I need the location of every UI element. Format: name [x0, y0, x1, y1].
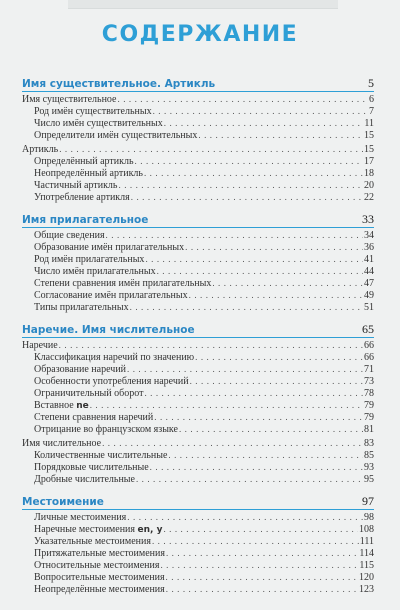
entry-page-number: 115 — [359, 560, 374, 571]
dot-leader — [157, 265, 363, 277]
toc-entry[interactable] — [22, 129, 374, 141]
entry-french-term: en, y — [137, 525, 163, 535]
entry-page-number: 20 — [364, 180, 374, 191]
entry-label-text: Общие сведения — [34, 230, 105, 241]
entry-page-number: 44 — [364, 266, 374, 277]
entry-page-number: 49 — [364, 290, 374, 301]
entry-label-text: Типы прилагательных — [34, 302, 129, 313]
entry-label-text: Вопросительные местоимения — [34, 572, 165, 583]
dot-leader — [168, 449, 363, 461]
dot-leader — [127, 363, 363, 375]
entry-label-text: Классификация наречий по значению — [34, 352, 195, 363]
section-page-number: 65 — [362, 322, 374, 336]
entry-page-number: 120 — [359, 572, 374, 583]
entry-label — [34, 572, 165, 584]
toc-entry[interactable] — [22, 399, 374, 411]
dot-leader — [166, 583, 358, 595]
entry-label — [22, 340, 58, 352]
entry-page-number: 15 — [364, 130, 374, 141]
section-page-number: 97 — [362, 494, 374, 508]
toc-entry[interactable] — [22, 351, 374, 363]
entry-label — [34, 512, 126, 524]
toc-entry[interactable] — [22, 423, 374, 435]
toc-entry[interactable] — [22, 437, 374, 449]
entry-label — [34, 302, 129, 314]
entry-page-number: 66 — [364, 340, 374, 351]
entry-label — [34, 278, 211, 290]
entry-label — [34, 266, 156, 278]
entry-page-number: 71 — [364, 364, 374, 375]
dot-leader — [127, 511, 363, 523]
toc-section — [22, 212, 374, 313]
entry-page-number: 66 — [364, 352, 374, 363]
entry-label — [34, 524, 162, 536]
entry-page-number: 51 — [364, 302, 374, 313]
toc-entry[interactable] — [22, 547, 374, 559]
table-of-contents — [22, 76, 374, 604]
entry-page-number: 73 — [364, 376, 374, 387]
section-page-number: 5 — [368, 76, 374, 90]
entry-page-number: 17 — [364, 156, 374, 167]
toc-entry[interactable] — [22, 411, 374, 423]
entry-label-text: Число имён существительных — [34, 118, 163, 129]
toc-entry[interactable] — [22, 229, 374, 241]
entry-label-text: Наречные местоимения — [34, 524, 136, 535]
dot-leader — [59, 143, 363, 155]
section-heading[interactable] — [22, 322, 374, 338]
entry-label — [34, 156, 134, 168]
entry-label — [34, 130, 197, 142]
entry-label — [34, 192, 130, 204]
entry-label-text: Указательные местоимения — [34, 536, 151, 547]
entry-page-number: 7 — [369, 106, 374, 117]
entry-label — [34, 230, 105, 242]
entry-page-number: 78 — [364, 388, 374, 399]
entry-label — [34, 400, 89, 412]
entry-label — [34, 450, 167, 462]
entry-page-number: 114 — [359, 548, 374, 559]
dot-leader — [195, 351, 363, 363]
dot-leader — [145, 253, 363, 265]
section-heading[interactable] — [22, 494, 374, 510]
entry-label-text: Ограничительный оборот — [34, 388, 144, 399]
entry-label-text: Образование наречий — [34, 364, 127, 375]
entry-label — [34, 106, 152, 118]
entry-label-text: Род имён прилагательных — [34, 254, 145, 265]
entry-label-text: Особенности употребления наречий — [34, 376, 189, 387]
dot-leader — [119, 179, 364, 191]
entry-label-text: Степени сравнения имён прилагательных — [34, 278, 212, 289]
entry-label-text: Образование имён прилагательных — [34, 242, 185, 253]
toc-entry[interactable] — [22, 473, 374, 485]
entry-label-text: Количественные числительные — [34, 450, 168, 461]
entry-label-text: Имя числительное — [22, 438, 102, 449]
toc-section — [22, 322, 374, 485]
entry-label — [34, 180, 118, 192]
entry-label-text: Неопределённый артикль — [34, 168, 143, 179]
entry-label-text: Имя существительное — [22, 94, 117, 105]
entry-label-text: Число имён прилагательных — [34, 266, 156, 277]
dot-leader — [153, 105, 368, 117]
toc-entry[interactable] — [22, 265, 374, 277]
dot-leader — [166, 571, 358, 583]
dot-leader — [130, 301, 363, 313]
dot-leader — [90, 399, 363, 411]
entry-label-text: Относительные местоимения — [34, 560, 160, 571]
entry-label-text: Неопределённые местоимения — [34, 584, 165, 595]
entry-label — [34, 584, 165, 596]
dot-leader — [59, 339, 363, 351]
entry-page-number: 93 — [364, 462, 374, 473]
dot-leader — [160, 559, 358, 571]
entry-label — [22, 144, 58, 156]
toc-entry[interactable] — [22, 375, 374, 387]
section-heading[interactable] — [22, 212, 374, 228]
entry-label — [34, 548, 165, 560]
entry-page-number: 22 — [364, 192, 374, 203]
entry-french-term: ne — [76, 401, 89, 411]
toc-entry[interactable] — [22, 105, 374, 117]
dot-leader — [185, 241, 363, 253]
dot-leader — [150, 461, 363, 473]
toc-entry[interactable] — [22, 301, 374, 313]
dot-leader — [179, 423, 363, 435]
entry-page-number: 95 — [364, 474, 374, 485]
entry-page-number: 79 — [364, 412, 374, 423]
entry-label-text: Артикль — [22, 144, 59, 155]
entry-label — [34, 254, 144, 266]
entry-label-text: Притяжательные местоимения — [34, 548, 165, 559]
entry-page-number: 15 — [364, 144, 374, 155]
toc-entry[interactable] — [22, 363, 374, 375]
dot-leader — [189, 289, 363, 301]
dot-leader — [190, 375, 363, 387]
dot-leader — [154, 411, 363, 423]
toc-entry[interactable] — [22, 571, 374, 583]
entry-label — [34, 474, 135, 486]
toc-entry[interactable] — [22, 523, 374, 535]
entry-page-number: 123 — [359, 584, 374, 595]
toc-entry[interactable] — [22, 461, 374, 473]
entry-label-text: Согласование имён прилагательных — [34, 290, 188, 301]
toc-entry[interactable] — [22, 449, 374, 461]
entry-page-number: 79 — [364, 400, 374, 411]
entry-label-text: Наречие — [22, 340, 58, 351]
section-title: Местоимение — [22, 496, 104, 508]
toc-entry[interactable] — [22, 117, 374, 129]
entry-label-text: Определители имён существительных — [34, 130, 198, 141]
entry-page-number: 11 — [364, 118, 374, 129]
toc-entry[interactable] — [22, 535, 374, 547]
entry-label — [22, 94, 117, 106]
toc-entry[interactable] — [22, 253, 374, 265]
dot-leader — [164, 117, 364, 129]
dot-leader — [135, 155, 363, 167]
toc-entry[interactable] — [22, 93, 374, 105]
entry-label — [22, 438, 101, 450]
entry-label-text: Определённый артикль — [34, 156, 134, 167]
toc-entry[interactable] — [22, 143, 374, 155]
entry-page-number: 41 — [364, 254, 374, 265]
page-title: СОДЕРЖАНИЕ — [101, 22, 299, 47]
dot-leader — [144, 387, 363, 399]
dot-leader — [136, 473, 363, 485]
entry-label — [34, 118, 163, 130]
section-title: Имя прилагательное — [22, 214, 149, 226]
entry-label — [34, 462, 149, 474]
toc-section — [22, 494, 374, 595]
entry-page-number: 47 — [364, 278, 374, 289]
toc-entry[interactable] — [22, 511, 374, 523]
entry-label-text: Личные местоимения — [34, 512, 127, 523]
entry-page-number: 98 — [364, 512, 374, 523]
entry-page-number: 111 — [359, 536, 374, 547]
entry-label-text: Вставное — [34, 400, 74, 411]
entry-label-text: Употребление артикля — [34, 192, 130, 203]
toc-entry[interactable] — [22, 583, 374, 595]
entry-label-text: Степени сравнения наречий — [34, 412, 154, 423]
toc-entry[interactable] — [22, 277, 374, 289]
dot-leader — [152, 535, 359, 547]
toc-entry[interactable] — [22, 559, 374, 571]
entry-page-number: 85 — [364, 450, 374, 461]
dot-leader — [144, 167, 363, 179]
section-heading[interactable] — [22, 76, 374, 92]
toc-entry[interactable] — [22, 339, 374, 351]
section-page-number: 33 — [362, 212, 374, 226]
toc-entry[interactable] — [22, 155, 374, 167]
section-title: Наречие. Имя числительное — [22, 324, 195, 336]
dot-leader — [102, 437, 363, 449]
entry-label — [34, 424, 178, 436]
entry-page-number: 34 — [364, 230, 374, 241]
entry-page-number: 6 — [369, 94, 374, 105]
toc-entry[interactable] — [22, 167, 374, 179]
entry-page-number: 81 — [364, 424, 374, 435]
toc-entry[interactable] — [22, 191, 374, 203]
entry-label — [34, 364, 126, 376]
entry-page-number: 18 — [364, 168, 374, 179]
entry-label-text: Порядковые числительные — [34, 462, 149, 473]
entry-label — [34, 412, 153, 424]
toc-entry[interactable] — [22, 241, 374, 253]
entry-label — [34, 536, 151, 548]
entry-label-text: Частичный артикль — [34, 180, 118, 191]
entry-label-text: Отрицание во французском языке — [34, 424, 178, 435]
dot-leader — [163, 523, 358, 535]
section-title: Имя существительное. Артикль — [22, 78, 216, 90]
entry-page-number: 36 — [364, 242, 374, 253]
dot-leader — [212, 277, 363, 289]
entry-page-number: 108 — [359, 524, 374, 535]
toc-section — [22, 76, 374, 203]
toc-entry[interactable] — [22, 387, 374, 399]
toc-entry[interactable] — [22, 289, 374, 301]
entry-label-text: Род имён существительных — [34, 106, 152, 117]
dot-leader — [106, 229, 363, 241]
dot-leader — [166, 547, 358, 559]
toc-entry[interactable] — [22, 179, 374, 191]
entry-page-number: 83 — [364, 438, 374, 449]
dot-leader — [118, 93, 369, 105]
entry-label-text: Дробные числительные — [34, 474, 135, 485]
page-edge-strip — [68, 0, 338, 9]
dot-leader — [198, 129, 363, 141]
entry-label — [34, 560, 159, 572]
dot-leader — [131, 191, 363, 203]
